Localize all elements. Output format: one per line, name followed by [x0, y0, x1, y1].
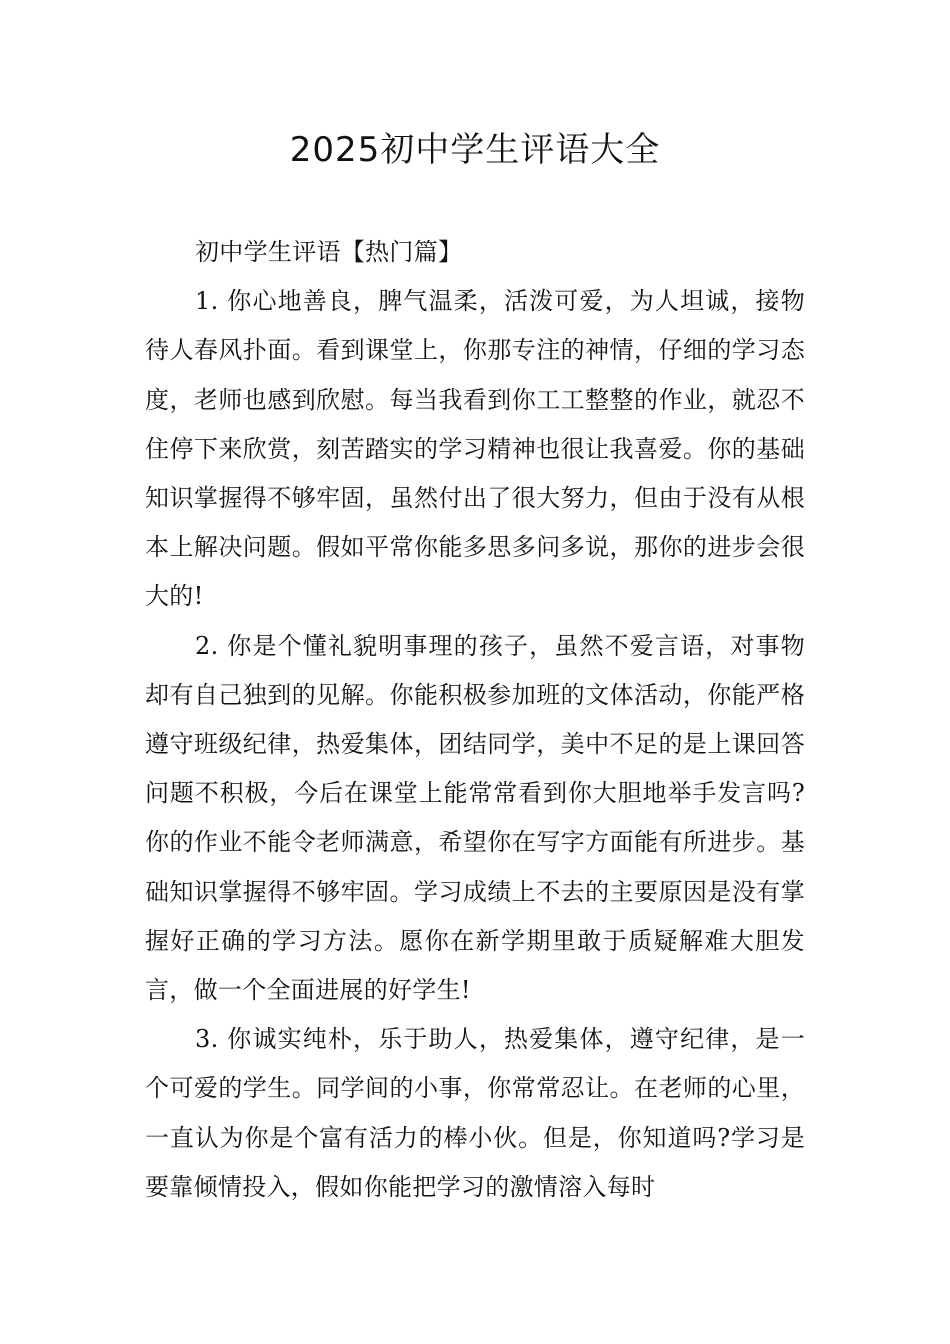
paragraph-3: 3. 你诚实纯朴，乐于助人，热爱集体，遵守纪律，是一个可爱的学生。同学间的小事，你常常忍让。在老师的心里，一直认为你是个富有活力的棒小伙。但是，你知道吗?学习是要靠倾情投入，假如你能把学习的激情溶入每时	[145, 1025, 805, 1201]
paragraph-1: 1. 你心地善良，脾气温柔，活泼可爱，为人坦诚，接物待人春风扑面。看到课堂上，你那专注的神情，仔细的学习态度，老师也感到欣慰。每当我看到你工工整整的作业，就忍不住停下来欣赏，刻苦踏实的学习精神也很让我喜爱。你的基础知识掌握得不够牢固，虽然付出了很大努力，但由于没有从根本上解决问题。假如平常你能多思多问多说，那你的进步会很大的!	[145, 287, 805, 611]
paragraph-2: 2. 你是个懂礼貌明事理的孩子，虽然不爱言语，对事物却有自己独到的见解。你能积极参加班的文体活动，你能严格遵守班级纪律，热爱集体，团结同学，美中不足的是上课回答问题不积极，今后在课堂上能常常看到你大胆地举手发言吗?你的作业不能令老师满意，希望你在写字方面能有所进步。基础知识掌握得不够牢固。学习成绩上不去的主要原因是没有掌握好正确的学习方法。愿你在新学期里敢于质疑解难大胆发言，做一个全面进展的好学生!	[145, 631, 805, 1005]
section-heading: 初中学生评语【热门篇】	[195, 238, 463, 266]
document-body	[145, 228, 805, 1212]
document-title: 2025初中学生评语大全	[289, 130, 661, 170]
